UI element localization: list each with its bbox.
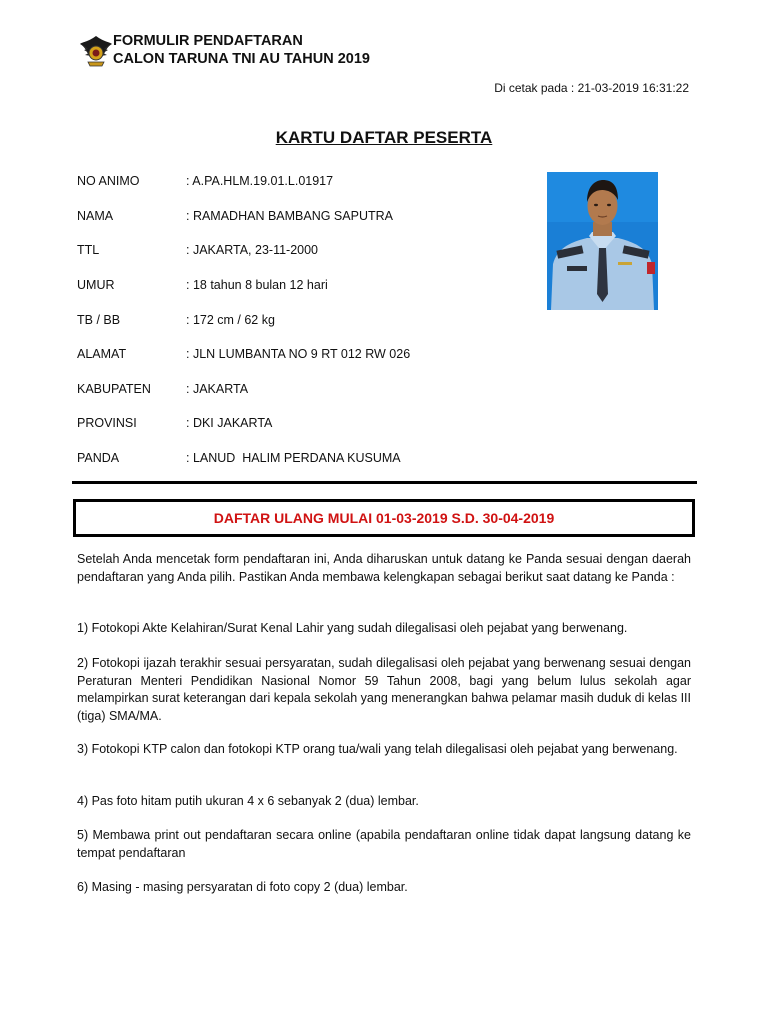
field-label: NO ANIMO — [77, 174, 140, 188]
instructions-intro: Setelah Anda mencetak form pendaftaran ini, Anda diharuskan untuk datang ke Panda sesuai dengan daerah pendaftaran yang Anda pilih. Pastikan Anda membawa kelengkapan sebagai berikut saat datang ke Panda : — [77, 552, 691, 584]
field-tb-bb — [77, 313, 275, 327]
form-header-title — [113, 32, 370, 68]
re-registration-notice — [73, 499, 695, 537]
field-ttl — [77, 243, 318, 257]
field-nama — [77, 209, 393, 223]
requirement-item-4: 4) Pas foto hitam putih ukuran 4 x 6 sebanyak 2 (dua) lembar. — [77, 794, 419, 808]
field-label: PANDA — [77, 451, 120, 465]
field-value: : 172 cm / 62 kg — [186, 313, 275, 327]
field-umur — [77, 278, 328, 292]
requirement-item-1: 1) Fotokopi Akte Kelahiran/Surat Kenal Lahir yang sudah dilegalisasi oleh pejabat yang berwenang. — [77, 621, 628, 635]
field-alamat — [77, 347, 410, 361]
field-kabupaten — [77, 382, 248, 396]
field-label: KABUPATEN — [77, 382, 151, 396]
printed-timestamp: Di cetak pada : 21-03-2019 16:31:22 — [494, 81, 689, 95]
applicant-photo — [547, 172, 658, 310]
header-line-2: CALON TARUNA TNI AU TAHUN 2019 — [113, 51, 370, 67]
field-label: PROVINSI — [77, 416, 137, 430]
field-value: : JLN LUMBANTA NO 9 RT 012 RW 026 — [186, 347, 411, 361]
field-no-animo — [77, 174, 333, 188]
field-value: : A.PA.HLM.19.01.L.01917 — [186, 174, 334, 188]
field-label: NAMA — [77, 209, 114, 223]
field-panda — [77, 451, 401, 465]
card-title: KARTU DAFTAR PESERTA — [275, 128, 493, 147]
field-provinsi — [77, 416, 272, 430]
field-label: UMUR — [77, 278, 115, 292]
field-label: TB / BB — [77, 313, 121, 327]
field-label: TTL — [77, 243, 100, 257]
air-force-emblem-icon — [78, 32, 114, 68]
requirement-item-5: 5) Membawa print out pendaftaran secara online (apabila pendaftaran online tidak dapat langsung datang ke tempat pendaftaran — [77, 828, 691, 860]
requirement-item-3: 3) Fotokopi KTP calon dan fotokopi KTP orang tua/wali yang telah dilegalisasi oleh pejabat yang berwenang. — [77, 742, 678, 756]
field-value: : 18 tahun 8 bulan 12 hari — [186, 278, 328, 292]
requirement-item-2: 2) Fotokopi ijazah terakhir sesuai persyaratan, sudah dilegalisasi oleh pejabat yang berwenang sesuai dengan Peraturan Menteri Pendidikan Nasional Nomor 59 Tahun 2008, bagi yang belum lulus sekolah agar melampirkan surat keterangan dari kepala sekolah yang menerangkan bahwa pelamar masih duduk di kelas III (tiga) SMA/MA. — [77, 656, 691, 723]
field-value: : RAMADHAN BAMBANG SAPUTRA — [186, 209, 393, 223]
requirement-item-6: 6) Masing - masing persyaratan di foto copy 2 (dua) lembar. — [77, 880, 408, 894]
field-value: : DKI JAKARTA — [186, 416, 273, 430]
field-value: : JAKARTA, 23-11-2000 — [186, 243, 319, 257]
field-value: : LANUD HALIM PERDANA KUSUMA — [186, 451, 401, 465]
section-divider — [72, 481, 697, 484]
header-line-1: FORMULIR PENDAFTARAN — [113, 33, 303, 49]
notice-text: DAFTAR ULANG MULAI 01-03-2019 S.D. 30-04-2019 — [213, 510, 555, 526]
field-label: ALAMAT — [77, 347, 127, 361]
field-value: : JAKARTA — [186, 382, 249, 396]
